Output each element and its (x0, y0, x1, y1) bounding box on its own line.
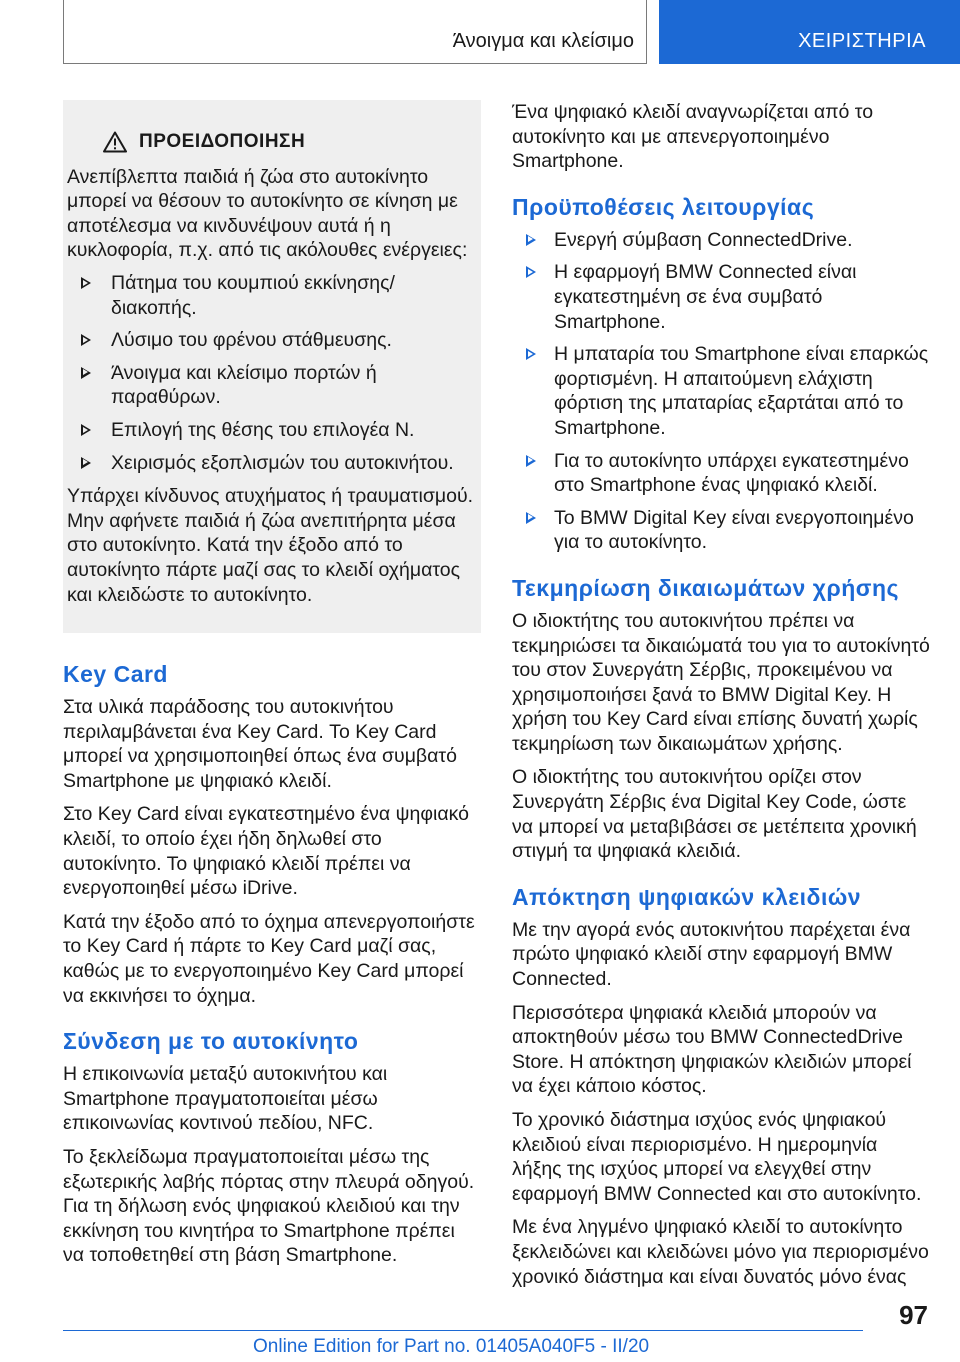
warning-heading (103, 130, 475, 155)
acquisition-paragraph: Με ένα ληγμένο ψηφιακό κλειδί το αυτοκίνητο ξεκλειδώνει και κλειδώνει μόνο για περιορισμένο χρονικό διάστημα και είναι δυνατός μόνο ένας (512, 1216, 929, 1288)
bullet-triangle-icon (526, 266, 536, 278)
acquisition-heading: Απόκτηση ψηφιακών κλειδιών (512, 883, 862, 910)
connection-heading: Σύνδεση με το αυτοκίνητο (63, 1028, 359, 1055)
list-item (67, 328, 475, 353)
warning-triangle-icon (103, 131, 127, 153)
list-item-text: Χειρισμός εξοπλισμών του αυτοκινήτου. (111, 451, 454, 474)
key-card-heading: Key Card (63, 661, 168, 688)
bullet-triangle-icon (526, 348, 536, 360)
bullet-triangle-icon (526, 234, 536, 246)
list-item-text: Λύσιμο του φρένου στάθμευσης. (111, 329, 392, 352)
prerequisites-heading: Προϋποθέσεις λειτουργίας (512, 193, 815, 220)
header-section-title: Άνοιγμα και κλείσιμο (452, 30, 634, 52)
warning-outro: Υπάρχει κίνδυνος ατυχήματος ή τραυματισμού. Μην αφήνετε παιδιά ή ζώα ανεπιτήρητα μέσα στο αυτοκίνητο. Κατά την έξοδο από το αυτοκίνητο πάρτε μαζί σας το κλειδί οχήματος και κλειδώστε το αυτοκίνητο. (67, 485, 474, 606)
acquisition-paragraph: Περισσότερα ψηφιακά κλειδιά μπορούν να αποκτηθούν μέσω του BMW ConnectedDrive Store. Η απόκτηση ψηφιακών κλειδιών μπορεί να έχει κάποιο κόστος. (512, 1001, 912, 1098)
usage-rights-paragraph: Ο ιδιοκτήτης του αυτοκινήτου ορίζει στον Συνεργάτη Σέρβις ένα Digital Key Code, ώστε να μπορεί να μεταβιβάσει σε μετέπειτα χρονική στιγμή τα ψηφιακά κλειδιά. (512, 766, 917, 863)
warning-title: ΠΡΟΕΙΔΟΠΟΙΗΣΗ (139, 131, 306, 152)
list-item-text: Για το αυτοκίνητο υπάρχει εγκατεστημένο στο Smartphone ένας ψηφιακό κλειδί. (554, 449, 909, 497)
key-card-paragraph: Στο Key Card είναι εγκατεστημένο ένα ψηφιακό κλειδί, το οποίο έχει ήδη δηλωθεί στο αυτοκίνητο. Το ψηφιακό κλειδί πρέπει να ενεργοποιηθεί μέσω iDrive. (63, 803, 469, 900)
warning-intro: Ανεπίβλεπτα παιδιά ή ζώα στο αυτοκίνητο μπορεί να θέσουν το αυτοκίνητο σε κίνηση με αποτέλεσμα να κινδυνέψουν αυτά ή η κυκλοφορία, π.χ. από τις ακόλουθες ενέργειες: (67, 165, 468, 262)
bullet-triangle-icon (81, 457, 91, 469)
connection-paragraph: Η επικοινωνία μεταξύ αυτοκινήτου και Smartphone πραγματοποιείται μέσω επικοινωνίας κοντινού πεδίου, NFC. (63, 1063, 388, 1135)
bullet-triangle-icon (81, 277, 91, 289)
usage-rights-heading: Τεκμηρίωση δικαιωμάτων χρήσης (512, 574, 899, 601)
list-item (512, 228, 930, 253)
list-item (67, 271, 475, 320)
list-item-text: Ενεργή σύμβαση ConnectedDrive. (554, 228, 853, 251)
right-column (512, 100, 930, 1298)
list-item (512, 260, 930, 334)
list-item (512, 506, 930, 555)
footer-divider (63, 1330, 863, 1331)
header-section-box (63, 0, 647, 64)
acquisition-paragraph: Το χρονικό διάστημα ισχύος ενός ψηφιακού κλειδιού είναι περιορισμένο. Η ημερομηνία λήξης της ισχύος μπορεί να ελεγχθεί στην εφαρμογή BMW Connected και στο αυτοκίνητο. (512, 1109, 922, 1205)
warning-list (67, 271, 475, 475)
bullet-triangle-icon (81, 334, 91, 346)
key-card-paragraph: Κατά την έξοδο από το όχημα απενεργοποιήστε το Key Card ή πάρτε το Key Card μαζί σας, καθώς με το ενεργοποιημένο Key Card μπορεί να εκκινήσει το όχημα. (63, 910, 475, 1007)
list-item (67, 418, 475, 443)
list-item (512, 342, 930, 440)
acquisition-paragraph: Με την αγορά ενός αυτοκινήτου παρέχεται ένα πρώτο ψηφιακό κλειδί στην εφαρμογή BMW Connected. (512, 918, 911, 991)
header-chapter-title: ΧΕΙΡΙΣΤΗΡΙΑ (798, 30, 926, 52)
left-column (63, 100, 481, 1277)
list-item-text: Πάτημα του κουμπιού εκκίνησης/διακοπής. (111, 271, 395, 319)
prerequisites-list (512, 228, 930, 555)
bullet-triangle-icon (526, 455, 536, 467)
usage-rights-paragraph: Ο ιδιοκτήτης του αυτοκινήτου πρέπει να τεκμηριώσει τα δικαιώματά του για το αυτοκίνητό του στον Συνεργάτη Σέρβις, προκειμένου να χρησιμοποιήσει ξανά το BMW Digital Key. Η χρήση του Key Card είναι επίσης δυνατή χωρίς τεκμηρίωση των δικαιωμάτων χρήσης. (512, 609, 930, 755)
footer-edition: Online Edition for Part no. 01405A040F5 - II/20 (253, 1336, 650, 1357)
bullet-triangle-icon (81, 424, 91, 436)
list-item-text: Η μπαταρία του Smartphone είναι επαρκώς φορτισμένη. Η απαιτούμενη ελάχιστη φόρτιση της μπαταρίας εξαρτάται από το Smartphone. (554, 343, 929, 439)
page-number: 97 (899, 1300, 928, 1330)
bullet-triangle-icon (81, 367, 91, 379)
list-item-text: Επιλογή της θέσης του επιλογέα N. (111, 418, 415, 441)
right-intro-paragraph: Ένα ψηφιακό κλειδί αναγνωρίζεται από το αυτοκίνητο και με απενεργοποιημένο Smartphone. (512, 101, 874, 173)
list-item (512, 449, 930, 498)
list-item-text: Άνοιγμα και κλείσιμο πορτών ή παραθύρων. (111, 361, 377, 409)
warning-box (63, 100, 481, 633)
key-card-paragraph: Στα υλικά παράδοσης του αυτοκινήτου περιλαμβάνεται ένα Key Card. Το Key Card μπορεί να χρησιμοποιηθεί όπως ένα συμβατό Smartphone με ψηφιακό κλειδί. (63, 696, 457, 792)
list-item-text: Η εφαρμογή BMW Connected είναι εγκατεστημένη σε ένα συμβατό Smartphone. (554, 261, 857, 333)
list-item-text: Το BMW Digital Key είναι ενεργοποιημένο για το αυτοκίνητο. (554, 506, 914, 554)
list-item (67, 361, 475, 410)
header-chapter-box (659, 0, 960, 64)
list-item (67, 451, 475, 476)
bullet-triangle-icon (526, 512, 536, 524)
connection-paragraph: Το ξεκλείδωμα πραγματοποιείται μέσω της εξωτερικής λαβής πόρτας στην πλευρά οδηγού. Για τη δήλωση ενός ψηφιακού κλειδιού και την εκκίνηση του κινητήρα το Smartphone πρέπει να τοποθετηθεί στη βάση Smartphone. (63, 1146, 475, 1267)
